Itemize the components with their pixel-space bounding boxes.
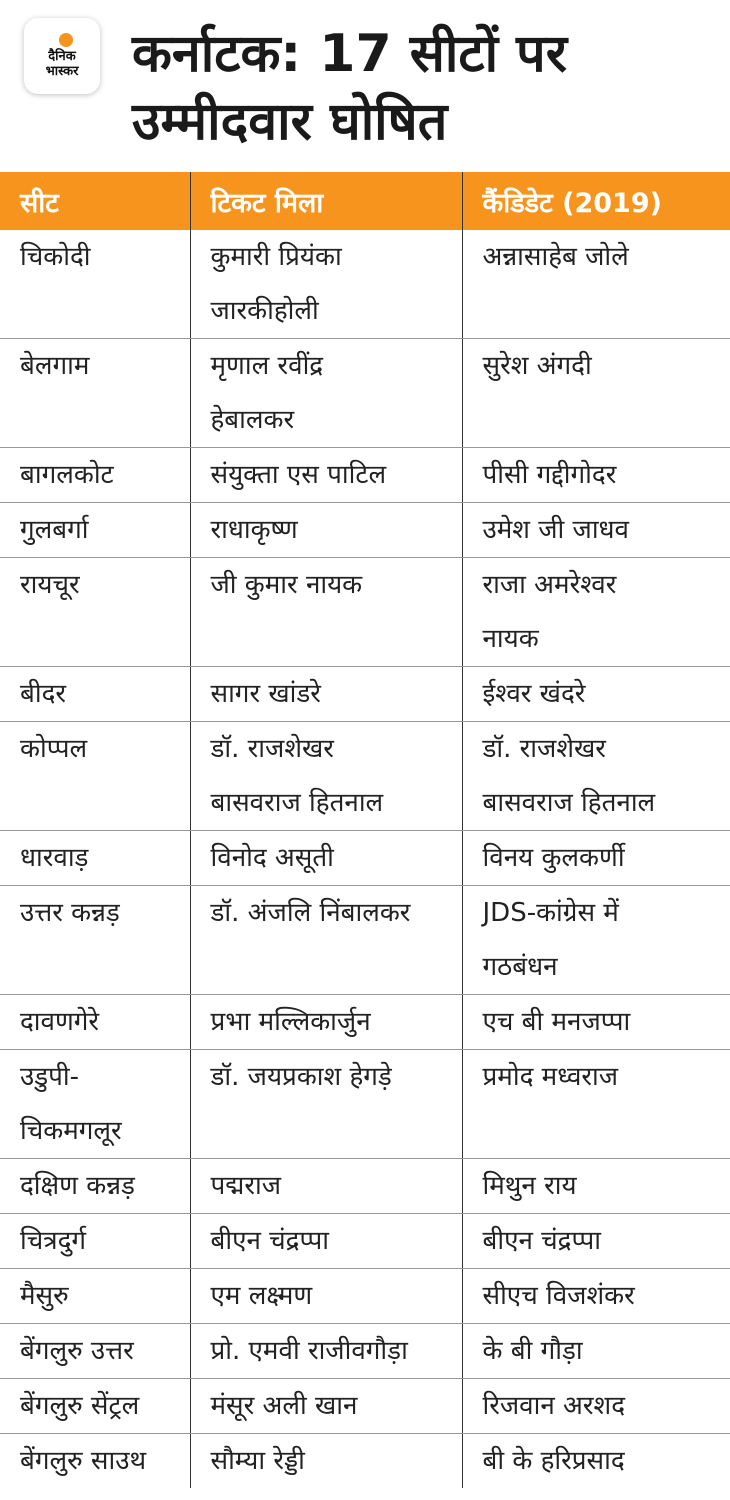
candidate-cell-line: डॉ. राजशेखर xyxy=(482,734,606,764)
ticket-cell-line: मंसूर अली खान xyxy=(210,1391,358,1421)
table-row xyxy=(0,1050,730,1159)
ticket-cell-line: डॉ. जयप्रकाश हेगड़े xyxy=(210,1062,392,1092)
table-row xyxy=(0,1214,730,1269)
ticket-cell xyxy=(190,503,462,558)
table-row xyxy=(0,1379,730,1434)
title-line-1: कर्नाटक: 17 सीटों पर xyxy=(132,24,567,84)
candidates-table xyxy=(0,172,730,1488)
seat-cell xyxy=(0,1050,190,1159)
ticket-cell-line: कुमारी प्रियंका xyxy=(210,242,342,272)
table-row xyxy=(0,1324,730,1379)
logo-text-line1: दैनिक xyxy=(48,49,76,64)
seat-cell-line: धारवाड़ xyxy=(20,843,89,873)
seat-cell-line: बेंगलुरु सेंट्रल xyxy=(20,1391,140,1421)
ticket-cell xyxy=(190,1050,462,1159)
table-row xyxy=(0,230,730,339)
seat-cell xyxy=(0,1434,190,1489)
table-row xyxy=(0,1269,730,1324)
header-seat: सीट xyxy=(0,172,190,230)
ticket-cell xyxy=(190,1214,462,1269)
candidate-cell-line: सुरेश अंगदी xyxy=(482,351,592,381)
ticket-cell-line: एम लक्ष्मण xyxy=(210,1281,313,1311)
seat-cell-line: दक्षिण कन्नड़ xyxy=(20,1171,135,1201)
candidate-cell-line: बीएन चंद्रप्पा xyxy=(482,1226,601,1256)
seat-cell xyxy=(0,1269,190,1324)
candidate-cell xyxy=(462,1434,730,1489)
seat-cell xyxy=(0,1379,190,1434)
seat-cell xyxy=(0,558,190,667)
seat-cell xyxy=(0,1324,190,1379)
seat-cell-line: रायचूर xyxy=(20,570,80,600)
seat-cell-line: दावणगेरे xyxy=(20,1007,100,1037)
candidate-cell-line: नायक xyxy=(482,624,539,654)
seat-cell xyxy=(0,1214,190,1269)
ticket-cell xyxy=(190,995,462,1050)
table-header xyxy=(0,172,730,230)
table-row xyxy=(0,448,730,503)
candidate-cell xyxy=(462,722,730,831)
ticket-cell-line: संयुक्ता एस पाटिल xyxy=(210,460,387,490)
candidate-cell-line: सीएच विजशंकर xyxy=(482,1281,635,1311)
seat-cell xyxy=(0,831,190,886)
seat-cell-line: चिकोदी xyxy=(20,242,91,272)
seat-cell-line: चित्रदुर्ग xyxy=(20,1226,87,1256)
seat-cell xyxy=(0,230,190,339)
ticket-cell xyxy=(190,339,462,448)
ticket-cell-line: बासवराज हितनाल xyxy=(210,788,384,818)
ticket-cell-line: डॉ. अंजलि निंबालकर xyxy=(210,898,411,928)
ticket-cell xyxy=(190,1159,462,1214)
header-row xyxy=(0,172,730,230)
header-ticket: टिकट मिला xyxy=(190,172,462,230)
ticket-cell-line: विनोद असूती xyxy=(210,843,334,873)
candidate-cell-line: पीसी गद्दीगोदर xyxy=(482,460,617,490)
ticket-cell xyxy=(190,722,462,831)
seat-cell xyxy=(0,995,190,1050)
ticket-cell-line: हेबालकर xyxy=(210,405,295,435)
candidate-cell-line: के बी गौड़ा xyxy=(482,1336,583,1366)
seat-cell xyxy=(0,886,190,995)
candidate-cell xyxy=(462,995,730,1050)
ticket-cell-line: प्रभा मल्लिकार्जुन xyxy=(210,1007,371,1037)
ticket-cell-line: मृणाल रवींद्र xyxy=(210,351,324,381)
table-row xyxy=(0,1159,730,1214)
candidate-cell xyxy=(462,230,730,339)
ticket-cell-line: पद्मराज xyxy=(210,1171,281,1201)
candidate-cell xyxy=(462,667,730,722)
ticket-cell-line: जारकीहोली xyxy=(210,296,319,326)
candidate-cell-line: JDS-कांग्रेस में xyxy=(482,898,619,928)
candidate-cell-line: अन्नासाहेब जोले xyxy=(482,242,629,272)
seat-cell-line: बेंगलुरु उत्तर xyxy=(20,1336,134,1366)
seat-cell-line: कोप्पल xyxy=(20,734,88,764)
candidate-cell-line: विनय कुलकर्णी xyxy=(482,843,625,873)
candidate-cell xyxy=(462,448,730,503)
candidate-cell-line: मिथुन राय xyxy=(482,1171,577,1201)
ticket-cell xyxy=(190,886,462,995)
table-row xyxy=(0,667,730,722)
candidate-cell-line: उमेश जी जाधव xyxy=(482,515,630,545)
ticket-cell xyxy=(190,1324,462,1379)
ticket-cell xyxy=(190,1269,462,1324)
seat-cell-line: बेंगलुरु साउथ xyxy=(20,1446,147,1476)
candidate-cell-line: एच बी मनजप्पा xyxy=(482,1007,631,1037)
candidate-cell-line: बासवराज हितनाल xyxy=(482,788,656,818)
candidate-cell-line: राजा अमरेश्वर xyxy=(482,570,617,600)
candidate-cell xyxy=(462,1379,730,1434)
seat-cell-line: बीदर xyxy=(20,679,67,709)
table-row xyxy=(0,722,730,831)
candidate-cell xyxy=(462,558,730,667)
ticket-cell xyxy=(190,558,462,667)
candidate-cell-line: गठबंधन xyxy=(482,952,558,982)
table-row xyxy=(0,339,730,448)
ticket-cell xyxy=(190,831,462,886)
candidate-cell xyxy=(462,886,730,995)
seat-cell xyxy=(0,448,190,503)
seat-cell-line: उत्तर कन्नड़ xyxy=(20,898,120,928)
candidate-cell-line: ईश्वर खंदरे xyxy=(482,679,586,709)
candidate-cell xyxy=(462,1269,730,1324)
candidate-cell xyxy=(462,503,730,558)
candidate-cell-line: रिजवान अरशद xyxy=(482,1391,626,1421)
header-candidate-2019: कैंडिडेट (2019) xyxy=(462,172,730,230)
seat-cell-line: उडुपी- xyxy=(20,1062,80,1092)
candidate-cell-line: बी के हरिप्रसाद xyxy=(482,1446,625,1476)
candidate-cell xyxy=(462,339,730,448)
ticket-cell-line: डॉ. राजशेखर xyxy=(210,734,334,764)
candidate-cell-line: प्रमोद मध्वराज xyxy=(482,1062,619,1092)
seat-cell-line: बेलगाम xyxy=(20,351,90,381)
table-row xyxy=(0,1434,730,1489)
candidate-cell xyxy=(462,1159,730,1214)
ticket-cell-line: राधाकृष्ण xyxy=(210,515,298,545)
candidate-cell xyxy=(462,1050,730,1159)
seat-cell xyxy=(0,503,190,558)
ticket-cell-line: सागर खांडरे xyxy=(210,679,321,709)
seat-cell-line: चिकमगलूर xyxy=(20,1116,122,1146)
seat-cell-line: मैसुरु xyxy=(20,1281,69,1311)
dainik-bhaskar-logo xyxy=(24,18,100,94)
ticket-cell xyxy=(190,1434,462,1489)
ticket-cell xyxy=(190,1379,462,1434)
seat-cell xyxy=(0,1159,190,1214)
table-row xyxy=(0,995,730,1050)
ticket-cell xyxy=(190,667,462,722)
ticket-cell xyxy=(190,448,462,503)
seat-cell xyxy=(0,667,190,722)
ticket-cell-line: प्रो. एमवी राजीवगौड़ा xyxy=(210,1336,408,1366)
header xyxy=(0,0,730,172)
table-row xyxy=(0,503,730,558)
table-row xyxy=(0,831,730,886)
page-title xyxy=(132,20,712,156)
seat-cell-line: गुलबर्गा xyxy=(20,515,89,545)
seat-cell xyxy=(0,722,190,831)
table-row xyxy=(0,558,730,667)
candidate-cell xyxy=(462,1214,730,1269)
sun-icon xyxy=(59,33,73,47)
title-line-2: उम्मीदवार घोषित xyxy=(132,92,448,152)
seat-cell-line: बागलकोट xyxy=(20,460,114,490)
ticket-cell-line: जी कुमार नायक xyxy=(210,570,363,600)
seat-cell xyxy=(0,339,190,448)
table-row xyxy=(0,886,730,995)
ticket-cell xyxy=(190,230,462,339)
ticket-cell-line: बीएन चंद्रप्पा xyxy=(210,1226,329,1256)
table-body xyxy=(0,230,730,1488)
logo-text-line2: भास्कर xyxy=(45,64,79,79)
candidate-cell xyxy=(462,831,730,886)
candidate-cell xyxy=(462,1324,730,1379)
ticket-cell-line: सौम्या रेड्डी xyxy=(210,1446,305,1476)
